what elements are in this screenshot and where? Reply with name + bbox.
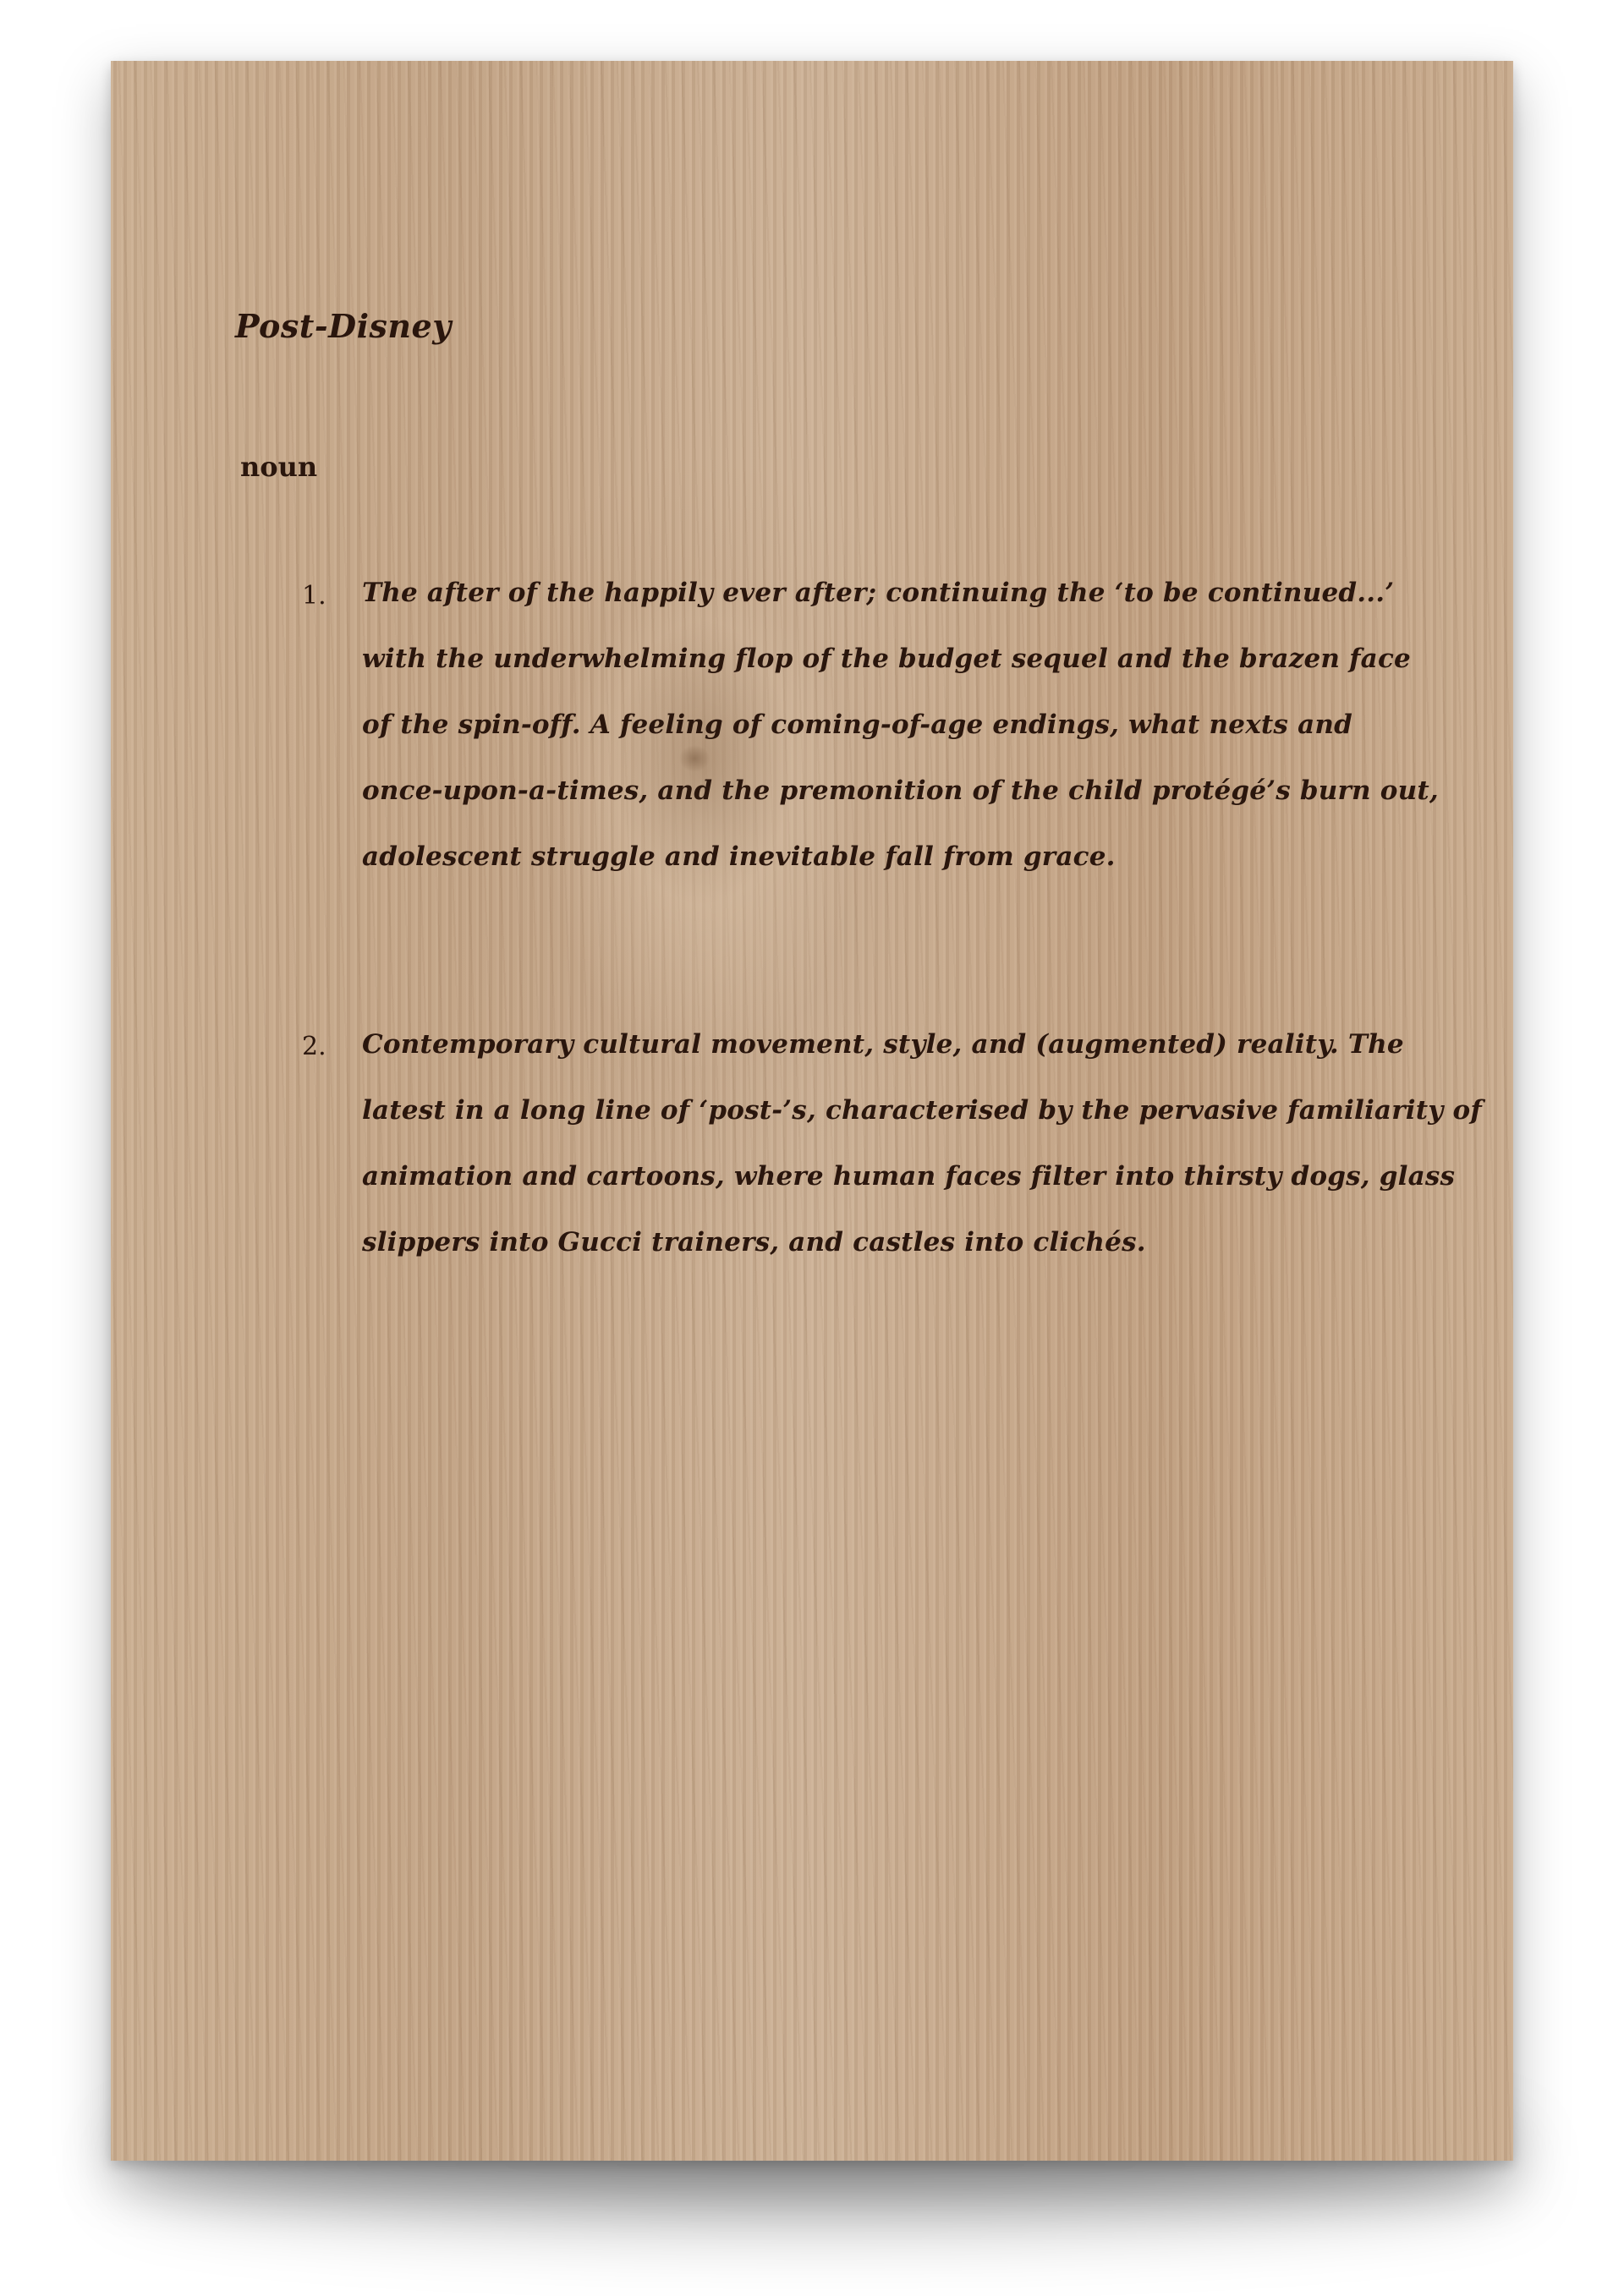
definition-2-line-3: animation and cartoons, where human faces filter into thirsty dogs, glass bbox=[362, 1161, 1456, 1192]
definition-1 bbox=[362, 560, 1439, 890]
definition-2 bbox=[362, 1011, 1482, 1275]
definition-1-line-2: with the underwhelming flop of the budget sequel and the brazen face bbox=[362, 644, 1411, 674]
definition-number-2: 2. bbox=[302, 1032, 326, 1061]
definition-1-line-1: The after of the happily ever after; continuing the ‘to be continued...’ bbox=[362, 578, 1395, 608]
definition-1-line-3: of the spin-off. A feeling of coming-of-age endings, what nexts and bbox=[362, 710, 1352, 740]
definition-number-1: 1. bbox=[302, 581, 326, 611]
part-of-speech: noun bbox=[240, 451, 318, 483]
definition-2-line-2: latest in a long line of ‘post-’s, characterised by the pervasive familiarity of bbox=[362, 1095, 1482, 1126]
definition-1-line-4: once-upon-a-times, and the premonition of the child protégé’s burn out, bbox=[362, 775, 1439, 806]
headword: Post-Disney bbox=[235, 307, 452, 345]
definition-1-line-5: adolescent struggle and inevitable fall from grace. bbox=[362, 841, 1116, 872]
definition-2-line-4: slippers into Gucci trainers, and castles into clichés. bbox=[362, 1227, 1146, 1258]
definition-2-line-1: Contemporary cultural movement, style, and (augmented) reality. The bbox=[362, 1029, 1404, 1060]
